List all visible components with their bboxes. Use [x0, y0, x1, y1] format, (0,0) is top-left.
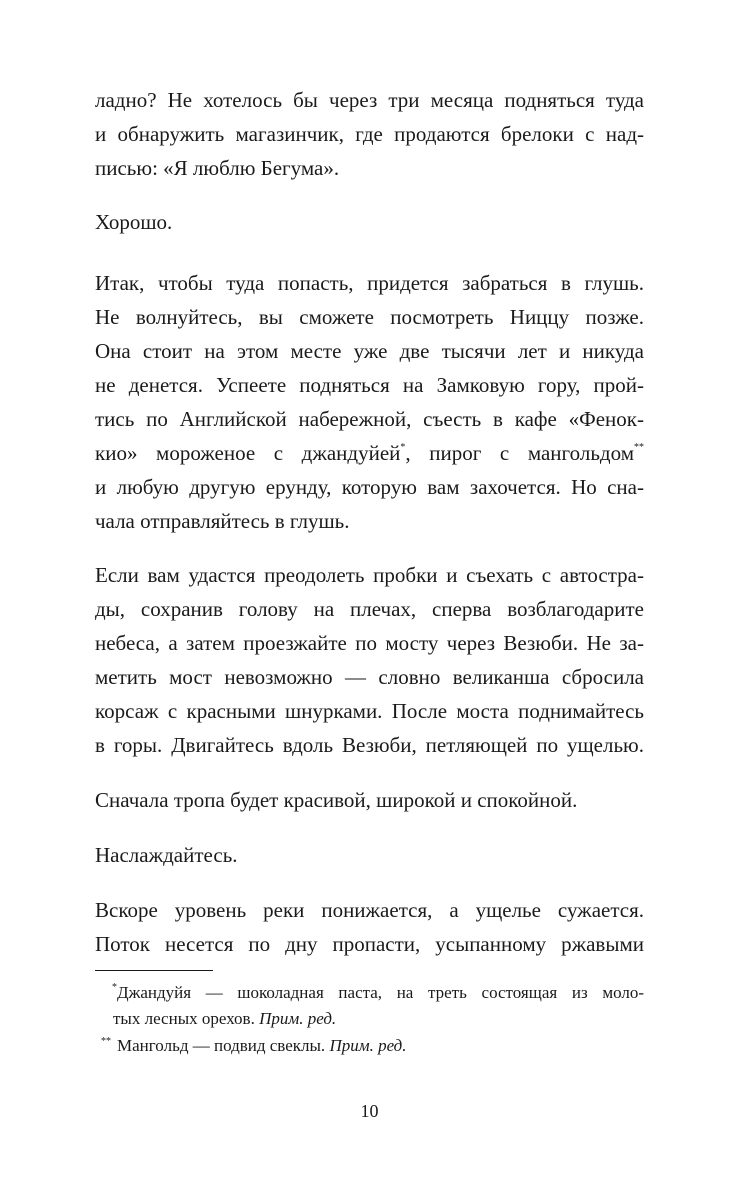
footnote-ref-2: ** — [634, 442, 644, 453]
text-line: корсаж с красными шнурками. После моста поднимайтесь — [95, 699, 644, 723]
text-line: чала отправляйтесь в глушь. — [95, 509, 350, 533]
page-number: 10 — [360, 1101, 379, 1121]
text-line: писью: «Я люблю Бегума». — [95, 156, 340, 180]
footnote-2-line-1 — [117, 1033, 644, 1059]
text-line: ды, сохранив голову на плечах, сперва возблагодарите — [95, 597, 644, 621]
text-line: и любую другую ерунду, которую вам захочется. Но сна- — [95, 475, 644, 499]
text-line: Поток несется по дну пропасти, усыпанному ржавыми — [95, 932, 644, 956]
text-line: не денется. Успеете подняться на Замковую гору, прой- — [95, 373, 644, 397]
footnote-separator — [95, 970, 213, 971]
text-segment: , пирог с мангольдом — [405, 441, 634, 465]
text-segment: кио» мороженое с джандуйей — [95, 441, 401, 465]
footnote-ref-1: * — [400, 442, 406, 453]
text-line-with-footnote-marks — [95, 436, 644, 470]
footnote-text: тых лесных орехов. — [113, 1009, 260, 1028]
text-line: и обнаружить магазинчик, где продаются брелоки с над- — [95, 122, 644, 146]
text-line: Хорошо. — [95, 210, 173, 234]
text-line: Вскоре уровень реки понижается, а ущелье сужается. — [95, 898, 644, 922]
editor-note: Прим. ред. — [259, 1009, 337, 1028]
book-page — [95, 0, 644, 1182]
text-line: в горы. Двигайтесь вдоль Везюби, петляющей по ущелью. — [95, 733, 644, 757]
footnote-1-line-2 — [113, 1006, 644, 1032]
editor-note: Прим. ред. — [329, 1036, 407, 1055]
text-line: ладно? Не хотелось бы через три месяца подняться туда — [95, 88, 644, 112]
footnote-mark-2: ** — [101, 1036, 111, 1047]
footnote-1-line-1: Джандуйя — шоколадная паста, на треть состоящая из моло- — [117, 983, 644, 1002]
text-line: Сначала тропа будет красивой, широкой и спокойной. — [95, 788, 578, 812]
text-line: тись по Английской набережной, съесть в кафе «Фенок- — [95, 407, 644, 431]
text-line: метить мост невозможно — словно великанша сбросила — [95, 665, 644, 689]
text-line: небеса, а затем проезжайте по мосту через Везюби. Не за- — [95, 631, 644, 655]
text-line: Итак, чтобы туда попасть, придется забраться в глушь. — [95, 271, 644, 295]
footnote-mark-1: * — [112, 982, 117, 993]
text-line: Наслаждайтесь. — [95, 843, 238, 867]
footnote-text: Мангольд — подвид свеклы. — [117, 1036, 330, 1055]
text-line: Не волнуйтесь, вы сможете посмотреть Ниццу позже. — [95, 305, 644, 329]
text-line: Если вам удастся преодолеть пробки и съехать с автостра- — [95, 563, 644, 587]
text-line: Она стоит на этом месте уже две тысячи лет и никуда — [95, 339, 644, 363]
